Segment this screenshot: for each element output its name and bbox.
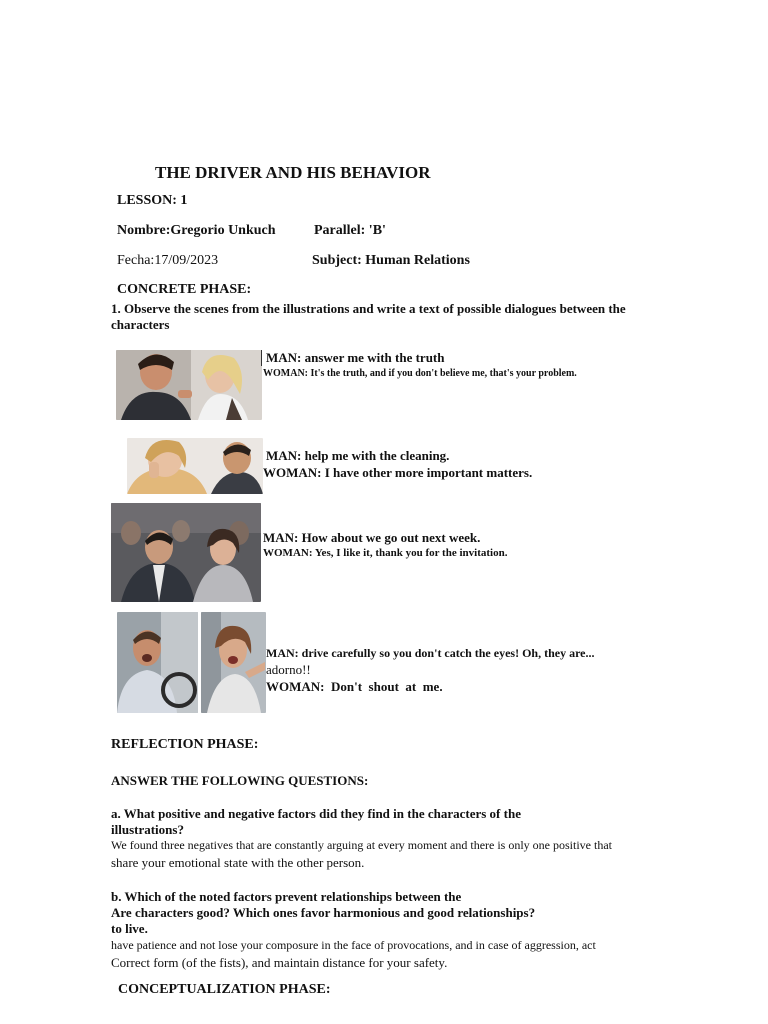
scene-4-woman-illustration xyxy=(201,612,266,713)
date-label: Fecha:17/09/2023 xyxy=(117,253,219,268)
scene-4-woman-line: WOMAN: Don't shout at me. xyxy=(266,679,443,694)
question-a-line-1: a. What positive and negative factors did they find in the characters of the xyxy=(111,806,521,821)
scene-4-man-line-continued: adorno!! xyxy=(266,662,311,677)
subject-label-text: Subject: xyxy=(312,253,362,268)
scene-1-divider xyxy=(261,350,262,366)
scene-4-man-illustration xyxy=(117,612,198,713)
parallel-label: Parallel: 'B' xyxy=(314,223,386,238)
reflection-phase-heading: REFLECTION PHASE: xyxy=(111,737,259,752)
answer-b-line-2: Correct form (of the fists), and maintain distance for your safety. xyxy=(111,955,448,970)
scene-1-illustration xyxy=(116,350,262,420)
subject-label xyxy=(312,253,470,269)
instruction-text: 1. Observe the scenes from the illustrations and write a text of possible dialogues between the characters xyxy=(111,301,626,332)
scene-4-man-line: MAN: drive carefully so you don't catch the eyes! Oh, they are... xyxy=(266,646,595,660)
scene-3-illustration xyxy=(111,503,261,602)
scene-2-illustration xyxy=(127,438,263,494)
concrete-phase-heading: CONCRETE PHASE: xyxy=(117,282,252,297)
answer-questions-heading: ANSWER THE FOLLOWING QUESTIONS: xyxy=(111,773,369,788)
question-a-line-2: illustrations? xyxy=(111,822,184,837)
question-b-line-1: b. Which of the noted factors prevent relationships between the xyxy=(111,889,462,904)
page-title: THE DRIVER AND HIS BEHAVIOR xyxy=(155,163,431,182)
scene-1-man-line: MAN: answer me with the truth xyxy=(266,350,445,365)
scene-2-woman-line: WOMAN: I have other more important matters. xyxy=(263,465,533,480)
question-b-line-2: Are characters good? Which ones favor harmonious and good relationships? xyxy=(111,905,536,920)
subject-value: Human Relations xyxy=(365,253,470,268)
scene-3-man-line: MAN: How about we go out next week. xyxy=(263,530,481,545)
answer-b-line-1: have patience and not lose your composure in the face of provocations, and in case of aggression, act xyxy=(111,938,596,952)
answer-a-line-1: We found three negatives that are constantly arguing at every moment and there is only one positive that xyxy=(111,838,612,852)
lesson-label: LESSON: 1 xyxy=(117,193,188,208)
question-b-line-3: to live. xyxy=(111,921,148,936)
scene-2-man-line: MAN: help me with the cleaning. xyxy=(266,448,450,463)
scene-3-woman-line: WOMAN: Yes, I like it, thank you for the invitation. xyxy=(263,547,508,559)
answer-a-line-2: share your emotional state with the other person. xyxy=(111,855,365,870)
scene-1-woman-line: WOMAN: It's the truth, and if you don't believe me, that's your problem. xyxy=(263,368,577,379)
student-name: Nombre:Gregorio Unkuch xyxy=(117,223,276,238)
conceptualization-phase-heading: CONCEPTUALIZATION PHASE: xyxy=(118,982,331,997)
